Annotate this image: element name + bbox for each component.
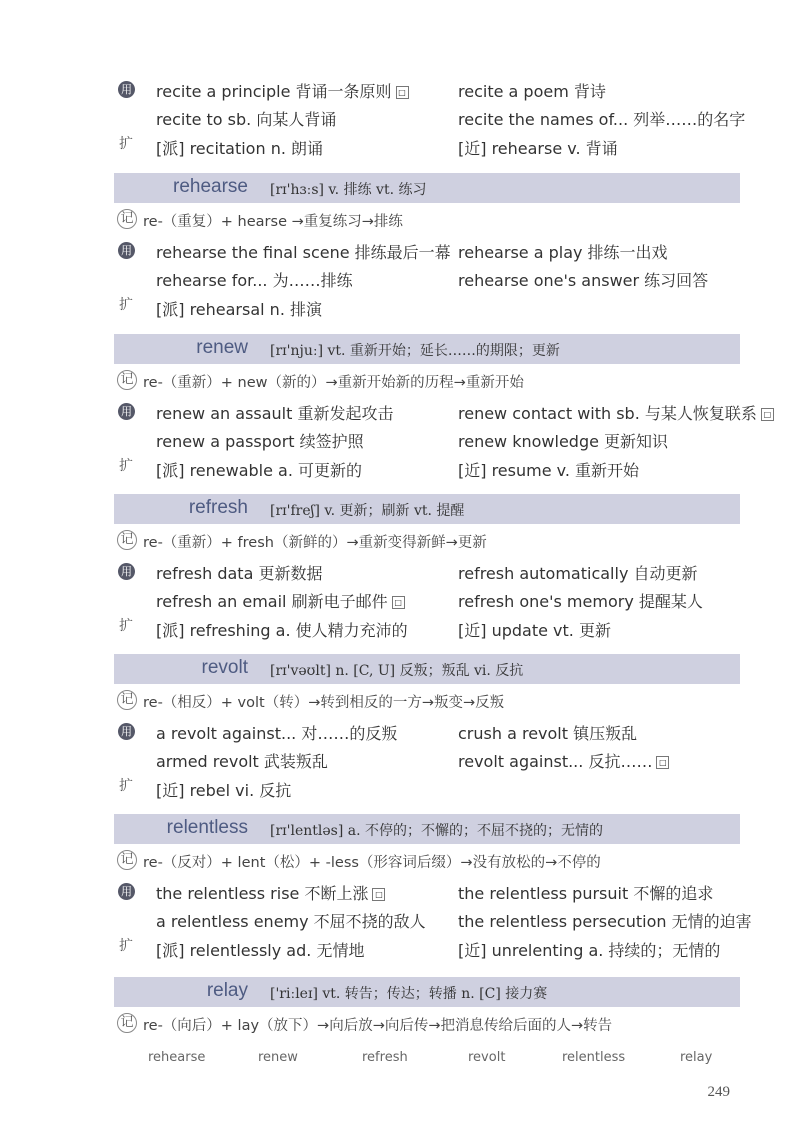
ext-row [0, 458, 800, 482]
use-phrase-right: revolt against... 反抗…… □ [458, 749, 669, 772]
box-icon: □ [656, 756, 669, 769]
pronunciation-definition: ['riːleɪ] vt. 转告；传达；转播 n. [C] 接力赛 [270, 986, 548, 1002]
use-row [0, 589, 800, 613]
use-icon: 用 [118, 883, 135, 900]
use-phrase-left: armed revolt 武装叛乱 [156, 752, 328, 771]
use-phrase-right: crush a revolt 镇压叛乱 [458, 724, 638, 743]
use-icon: 用 [118, 81, 135, 98]
memo-text: re-（重新）+ new（新的）→重新开始新的历程→重新开始 [143, 375, 524, 391]
use-phrase-right: the relentless pursuit 不懈的追求 [458, 884, 714, 903]
extend-icon: 扩 [119, 778, 133, 794]
pronunciation-definition: [rɪ'hɜːs] v. 排练 vt. 练习 [270, 182, 427, 198]
footer-word: rehearse [148, 1050, 206, 1065]
use-phrase-right: recite the names of... 列举……的名字 [458, 110, 746, 129]
memo-icon: 记 [117, 850, 137, 870]
use-phrase-right: refresh one's memory 提醒某人 [458, 592, 703, 611]
page-number: 249 [707, 1084, 730, 1100]
footer-word: revolt [468, 1050, 506, 1065]
extend-icon: 扩 [119, 938, 133, 954]
ext-right: [近] update vt. 更新 [458, 621, 611, 640]
ext-row [0, 938, 800, 962]
extend-icon: 扩 [119, 136, 133, 152]
memo-text: re-（向后）+ lay（放下）→向后放→向后传→把消息传给后面的人→转告 [143, 1018, 613, 1034]
ext-right: [近] rehearse v. 背诵 [458, 139, 618, 158]
use-row [0, 268, 800, 292]
use-phrase-right: refresh automatically 自动更新 [458, 564, 698, 583]
memo-icon: 记 [117, 370, 137, 390]
box-icon: □ [761, 408, 774, 421]
use-phrase-right: rehearse a play 排练一出戏 [458, 243, 668, 262]
ext-row [0, 297, 800, 321]
use-row [0, 749, 800, 773]
use-phrase-right: recite a poem 背诗 [458, 82, 606, 101]
use-row [0, 107, 800, 131]
entry-header [114, 334, 740, 364]
extend-icon: 扩 [119, 618, 133, 634]
use-row [0, 401, 800, 425]
memo-text: re-（相反）+ volt（转）→转到相反的一方→叛变→反叛 [143, 695, 505, 711]
memo-text: re-（重新）+ fresh（新鲜的）→重新变得新鲜→更新 [143, 535, 487, 551]
ext-right: [近] resume v. 重新开始 [458, 461, 640, 480]
footer-word: refresh [362, 1050, 408, 1065]
ext-left: [派] refreshing a. 使人精力充沛的 [156, 621, 408, 640]
headword: revolt [201, 657, 248, 678]
use-row [0, 881, 800, 905]
use-phrase-left: rehearse the final scene 排练最后一幕 [156, 243, 451, 262]
ext-left: [派] renewable a. 可更新的 [156, 461, 363, 480]
footer-word: relentless [562, 1050, 626, 1065]
use-phrase-left: refresh data 更新数据 [156, 564, 323, 583]
memo-text: re-（重复）+ hearse →重复练习→排练 [143, 214, 403, 230]
ext-right: [近] unrelenting a. 持续的；无情的 [458, 941, 721, 960]
use-phrase-left: a relentless enemy 不屈不挠的敌人 [156, 912, 426, 931]
use-phrase-left: the relentless rise 不断上涨 □ [156, 881, 385, 904]
use-phrase-left: refresh an email 刷新电子邮件 □ [156, 589, 405, 612]
use-phrase-left: rehearse for... 为……排练 [156, 271, 353, 290]
memo-icon: 记 [117, 690, 137, 710]
entry-header [114, 173, 740, 203]
box-icon: □ [392, 596, 405, 609]
ext-row [0, 136, 800, 160]
ext-left: [派] rehearsal n. 排演 [156, 300, 322, 319]
use-row [0, 429, 800, 453]
use-row [0, 240, 800, 264]
headword: relentless [166, 817, 248, 838]
use-icon: 用 [118, 242, 135, 259]
pronunciation-definition: [rɪ'njuː] vt. 重新开始；延长……的期限；更新 [270, 343, 560, 359]
pronunciation-definition: [rɪ'vəʊlt] n. [C, U] 反叛；叛乱 vi. 反抗 [270, 663, 524, 679]
use-phrase-left: a revolt against... 对……的反叛 [156, 724, 398, 743]
use-phrase-left: renew a passport 续签护照 [156, 432, 364, 451]
footer-word: renew [258, 1050, 298, 1065]
headword: renew [196, 337, 248, 358]
entry-header [114, 977, 740, 1007]
memo-icon: 记 [117, 530, 137, 550]
extend-icon: 扩 [119, 297, 133, 313]
entry-header [114, 814, 740, 844]
use-row [0, 79, 800, 103]
ext-left: [派] relentlessly ad. 无情地 [156, 941, 365, 960]
use-phrase-left: recite to sb. 向某人背诵 [156, 110, 337, 129]
memo-text: re-（反对）+ lent（松）+ -less（形容词后缀）→没有放松的→不停的 [143, 855, 601, 871]
use-icon: 用 [118, 563, 135, 580]
memo-icon: 记 [117, 209, 137, 229]
ext-row [0, 778, 800, 802]
use-phrase-left: renew an assault 重新发起攻击 [156, 404, 394, 423]
headword: refresh [188, 497, 248, 518]
extend-icon: 扩 [119, 458, 133, 474]
pronunciation-definition: [rɪ'lentləs] a. 不停的；不懈的；不屈不挠的；无情的 [270, 823, 603, 839]
use-icon: 用 [118, 403, 135, 420]
use-row [0, 909, 800, 933]
ext-left: [派] recitation n. 朗诵 [156, 139, 324, 158]
use-row [0, 561, 800, 585]
memo-icon: 记 [117, 1013, 137, 1033]
use-phrase-right: the relentless persecution 无情的迫害 [458, 912, 752, 931]
use-phrase-left: recite a principle 背诵一条原则 □ [156, 79, 409, 102]
use-icon: 用 [118, 723, 135, 740]
use-row [0, 721, 800, 745]
use-phrase-right: rehearse one's answer 练习回答 [458, 271, 709, 290]
entry-header [114, 494, 740, 524]
ext-left: [近] rebel vi. 反抗 [156, 781, 292, 800]
box-icon: □ [396, 86, 409, 99]
entry-header [114, 654, 740, 684]
ext-row [0, 618, 800, 642]
headword: rehearse [173, 176, 248, 197]
use-phrase-right: renew knowledge 更新知识 [458, 432, 669, 451]
use-phrase-right: renew contact with sb. 与某人恢复联系 □ [458, 401, 774, 424]
box-icon: □ [372, 888, 385, 901]
pronunciation-definition: [rɪ'freʃ] v. 更新；刷新 vt. 提醒 [270, 503, 465, 519]
headword: relay [206, 980, 248, 1001]
footer-word: relay [680, 1050, 713, 1065]
